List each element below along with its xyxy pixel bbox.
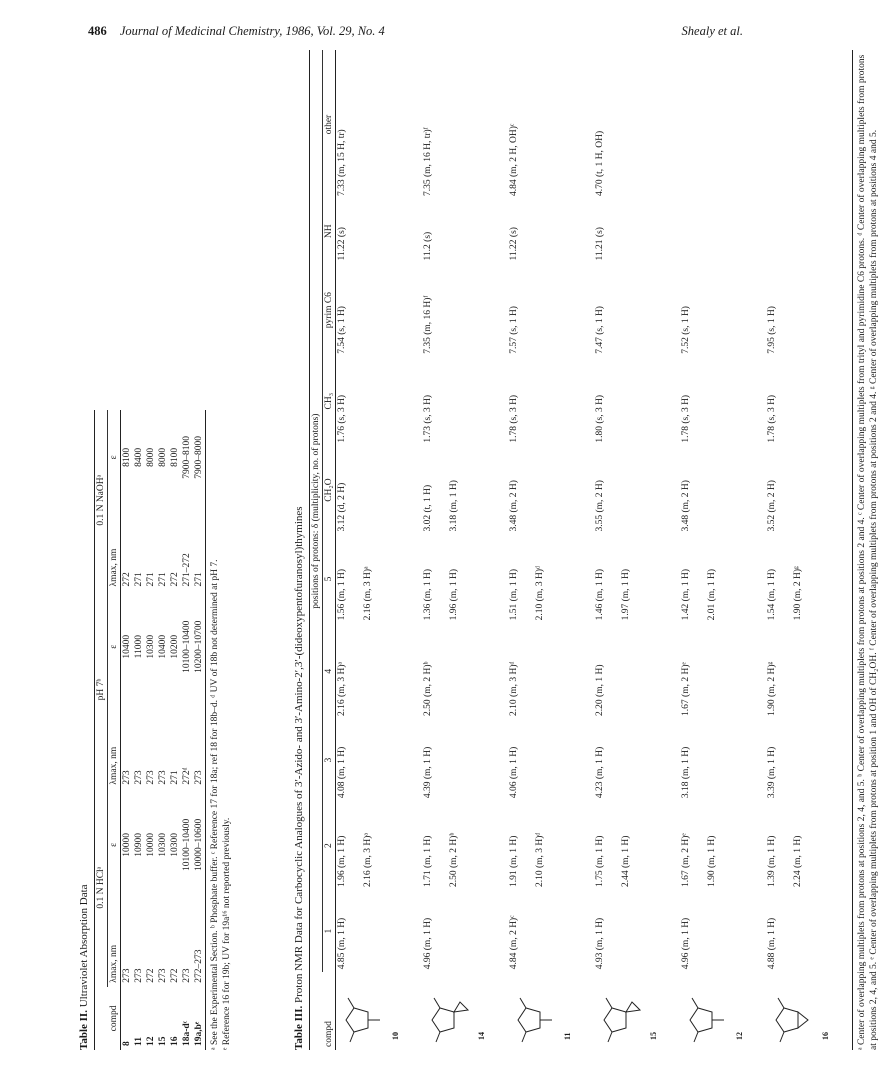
table-iii	[293, 50, 880, 1050]
cell: 273	[122, 968, 132, 983]
table-row	[121, 410, 134, 1050]
table-iii-blank	[310, 972, 323, 1050]
cell: 8400	[134, 447, 144, 467]
cell: 4.96 (m, 1 H)	[681, 917, 691, 970]
trityl-azido-cyclopentane-icon	[338, 990, 390, 1050]
cell	[422, 446, 508, 535]
cell: 4.23 (m, 1 H)	[595, 746, 605, 799]
cell: 4.08 (m, 1 H)	[337, 746, 347, 799]
cell: 11.22 (s)	[509, 227, 519, 261]
table-iii-compd-header: compd	[323, 972, 336, 1050]
cell: 7.47 (s, 1 H)	[595, 306, 605, 354]
cell: 271	[146, 572, 156, 587]
cell: 11.22 (s)	[337, 227, 347, 261]
col-header: NH	[323, 199, 336, 263]
cell	[508, 535, 594, 624]
cell: 3.12 (d, 2 H)	[337, 482, 347, 532]
cell: 4.70 (t, 1 H, OH)	[595, 130, 605, 197]
compound-cell: 16	[170, 1036, 180, 1046]
cell: 11000	[134, 635, 144, 659]
table-iii-footnote: ᵃ Center of overlapping multiplets from protons at positions 2, 4, and 5. ᵇ Center of overlapping multiplets from protons at positions 2 and 4. ᶜ Center of overlapping multiplets from trityl and pyrimidine C6 protons. ᵈ Center of overlapping multiplets from protons at positions 2, 4, and 5. ᵉ Center of overlapping multiplets from protons at position 1 and OH of CH₂OH. ᶠ Center of overlapping multiplets from protons at positions 2 and 4. ᵍ Center of overlapping multiplets from protons at positions 4 and 5.	[857, 54, 879, 1050]
cell: 1.78 (s, 3 H)	[766, 357, 853, 446]
compound-cell: 12	[146, 1036, 156, 1046]
cell: 273	[158, 770, 168, 785]
cell	[680, 50, 766, 199]
cell-line: 2.50 (m, 2 H)ᵇ	[449, 832, 459, 888]
cell: 3.48 (m, 2 H)	[681, 480, 691, 532]
cell: 10000–10600	[193, 789, 206, 902]
cell: 8100	[122, 447, 132, 467]
compound-number: 11	[563, 1032, 572, 1040]
cell: 4.06 (m, 1 H)	[509, 746, 519, 799]
cell	[766, 199, 853, 263]
cell: 271	[158, 572, 168, 587]
cell: 3.18 (m, 1 H)	[681, 746, 691, 799]
cell: 3.52 (m, 2 H)	[766, 446, 853, 535]
cell: 272	[122, 572, 132, 587]
cell: 4.93 (m, 1 H)	[595, 917, 605, 970]
cell-line: 1.71 (m, 1 H)	[423, 835, 433, 888]
hydroxymethyl-aziridine-cyclopentane-icon	[768, 990, 820, 1050]
cell-line: 1.75 (m, 1 H)	[595, 835, 605, 888]
cell: 11.21 (s)	[595, 227, 605, 261]
cell: 273	[158, 968, 168, 983]
trityl-bicyclic-cyclopentane-icon	[424, 990, 476, 1050]
rotated-content	[78, 50, 879, 1050]
cell: 10300	[146, 634, 156, 659]
col-header: 3	[323, 719, 336, 801]
table-row	[145, 410, 157, 1050]
cell	[422, 535, 508, 624]
cell: 3.48 (m, 2 H)	[509, 480, 519, 532]
cell: 1.76 (s, 3 H)	[337, 394, 347, 443]
table-ii-group-row	[95, 410, 108, 1050]
hydroxymethyl-azido-cyclopentane-icon	[510, 990, 562, 1050]
table-row	[680, 50, 766, 1050]
cell	[766, 50, 853, 199]
cell: 272	[170, 572, 180, 587]
cell: 7.95 (s, 1 H)	[766, 263, 853, 356]
journal-citation: Journal of Medicinal Chemistry, 1986, Vol. 29, No. 4	[119, 24, 385, 38]
table-iii-group-header: positions of protons: δ (multiplicity, no. of protons)	[310, 50, 323, 972]
cell: 273	[193, 703, 206, 789]
cell: 4.85 (m, 1 H)	[337, 917, 347, 970]
cell: 10100–10400	[182, 818, 192, 871]
cell: 272ᵈ	[182, 767, 192, 785]
cell-line: 3.18 (m, 1 H)	[449, 480, 459, 532]
cell-line: 2.24 (m, 1 H)	[793, 835, 803, 888]
compound-cell	[422, 972, 508, 1050]
table-iii-label: Table III.	[293, 1005, 305, 1050]
cell: 273	[122, 770, 132, 785]
cell-line: 2.44 (m, 1 H)	[621, 835, 631, 888]
cell: 271	[193, 505, 206, 591]
cell-line: 1.51 (m, 1 H)	[509, 568, 519, 621]
cell: 7900–8100	[182, 436, 192, 479]
col-header: ε	[108, 590, 121, 703]
table-row	[169, 410, 181, 1050]
table-iii-group-row	[310, 50, 323, 1050]
cell: 271	[170, 770, 180, 785]
table-iii-title	[293, 50, 305, 1050]
compound-number: 15	[649, 1032, 658, 1040]
cell: 10100–10400	[182, 620, 192, 673]
cell: 7.35 (m, 16 H, tr)ᶠ	[423, 127, 433, 197]
compound-cell: 8	[122, 1041, 132, 1046]
compound-number: 12	[735, 1032, 744, 1040]
cell-line: 1.91 (m, 1 H)	[509, 835, 519, 888]
cell-line: 2.16 (m, 3 H)ᵃ	[363, 832, 373, 888]
table-row	[508, 50, 594, 1050]
cell-line: 1.36 (m, 1 H)	[423, 568, 433, 621]
cell	[594, 801, 680, 890]
cell	[422, 801, 508, 890]
cell-line: 2.01 (m, 1 H)	[707, 568, 717, 621]
cell: 2.16 (m, 3 H)ᵃ	[337, 661, 347, 716]
cell: 272	[146, 968, 156, 983]
cell: 10300	[158, 833, 168, 857]
col-header: other	[323, 50, 336, 199]
table-row	[157, 410, 169, 1050]
cell	[594, 535, 680, 624]
table-iii-grid	[309, 50, 853, 1050]
cell: 3.55 (m, 2 H)	[595, 480, 605, 532]
table-row	[133, 410, 145, 1050]
col-header: CH₃	[323, 357, 336, 446]
cell-line: 1.67 (m, 2 H)ᵉ	[681, 833, 691, 888]
cell	[508, 801, 594, 890]
col-header: 4	[323, 623, 336, 719]
cell	[766, 801, 853, 890]
cell-line: 1.54 (m, 1 H)	[767, 568, 777, 621]
cell-line: 2.16 (m, 3 H)ᵃ	[363, 566, 373, 621]
table-row	[193, 410, 206, 1050]
compound-cell	[766, 972, 853, 1050]
table-row	[766, 50, 853, 1050]
cell: 7.57 (s, 1 H)	[509, 306, 519, 354]
cell: 273	[134, 770, 144, 785]
cell: 4.88 (m, 1 H)	[766, 890, 853, 972]
table-ii-group-naoh: 0.1 N NaOHᵃ	[95, 410, 108, 590]
table-ii-title	[78, 410, 90, 1050]
hydroxymethyl-amino-cyclopentane-icon	[682, 990, 734, 1050]
compound-cell	[508, 972, 594, 1050]
cell: 10400	[122, 634, 132, 659]
cell-line: 1.42 (m, 1 H)	[681, 568, 691, 621]
cell: 3.39 (m, 1 H)	[766, 719, 853, 801]
compound-number: 14	[477, 1032, 486, 1040]
cell	[336, 535, 423, 624]
cell: 272	[170, 968, 180, 983]
table-ii-grid	[94, 410, 206, 1050]
cell: 1.78 (s, 3 H)	[681, 394, 691, 443]
table-row	[336, 50, 423, 1050]
cell	[680, 801, 766, 890]
cell	[336, 801, 423, 890]
compound-cell	[680, 972, 766, 1050]
cell-line: 1.39 (m, 1 H)	[767, 835, 777, 888]
cell: 7.33 (m, 15 H, tr)	[337, 129, 347, 197]
cell: 4.84 (m, 2 H)ᶜ	[509, 915, 519, 970]
table-ii-group-hcl: 0.1 N HClᵃ	[95, 789, 108, 987]
cell: 273	[182, 968, 192, 983]
cell-line: 1.46 (m, 1 H)	[595, 568, 605, 621]
cell: 1.67 (m, 2 H)ᵉ	[681, 662, 691, 716]
cell: 273	[134, 968, 144, 983]
table-ii-header-row	[108, 410, 121, 1050]
table-iii-header-row	[323, 50, 336, 1050]
cell: 10200–10700	[193, 590, 206, 703]
cell: 7.35 (m, 16 H)ᶠ	[423, 295, 433, 354]
cell: 1.80 (s, 3 H)	[595, 394, 605, 443]
cell-line: 1.90 (m, 2 H)ᵍ	[793, 566, 803, 621]
cell: 10900	[134, 833, 144, 857]
table-ii-footnote: ᵉ Reference 16 for 19b; UV for 19a¹⁶ not reported previously.	[222, 817, 232, 1050]
cell-line: 1.96 (m, 1 H)	[337, 835, 347, 888]
compound-cell	[594, 972, 680, 1050]
cell-line: 2.10 (m, 3 H)ᵈ	[535, 566, 545, 621]
table-iii-caption: Proton NMR Data for Carbocyclic Analogues of 3′-Azido- and 3′-Amino-2′,3′-(dideoxypentofuranosyl)thymines	[293, 506, 305, 1004]
table-ii-body	[121, 410, 206, 1050]
cell: 1.78 (s, 3 H)	[509, 394, 519, 443]
cell: 4.84 (m, 2 H, OH)ᶜ	[509, 123, 519, 197]
cell-line: 2.10 (m, 3 H)ᵈ	[535, 832, 545, 888]
table-ii-footnote: ᵃ See the Experimental Section. ᵇ Phosphate buffer. ᶜ Reference 17 for 18a; ref 18 for 18b–d. ᵈ UV of 18b not determined at pH 7.	[210, 559, 220, 1050]
table-ii-group-ph7: pH 7ᵇ	[95, 590, 108, 788]
cell: 1.90 (m, 2 H)ᵍ	[766, 623, 853, 719]
cell: 4.96 (m, 1 H)	[423, 917, 433, 970]
table-row	[422, 50, 508, 1050]
cell: 8000	[146, 447, 156, 467]
cell	[680, 535, 766, 624]
col-header: pyrim C6	[323, 263, 336, 356]
col-header: 5	[323, 535, 336, 624]
cell: 7900–8000	[193, 410, 206, 505]
col-header: 2	[323, 801, 336, 890]
col-header: CH₂O	[323, 446, 336, 535]
cell: 271–272	[182, 553, 192, 587]
table-ii-compd-header: compd	[95, 987, 121, 1050]
table-row	[181, 410, 193, 1050]
running-authors: Shealy et al.	[681, 24, 743, 38]
cell: 7.52 (s, 1 H)	[681, 306, 691, 354]
table-row	[594, 50, 680, 1050]
cell: 2.10 (m, 3 H)ᵈ	[509, 661, 519, 716]
cell: 8000	[158, 447, 168, 467]
compound-cell: 11	[134, 1037, 144, 1046]
compound-number: 10	[391, 1032, 400, 1040]
cell-line: 1.90 (m, 1 H)	[707, 835, 717, 888]
cell: 7.54 (s, 1 H)	[337, 306, 347, 354]
cell: 2.50 (m, 2 H)ᵇ	[423, 661, 433, 716]
cell: 10400	[158, 634, 168, 659]
table-iii-body	[336, 50, 853, 1050]
cell: 273	[146, 770, 156, 785]
table-ii	[78, 410, 233, 1050]
cell: 4.39 (m, 1 H)	[423, 746, 433, 799]
cell-line: 1.56 (m, 1 H)	[337, 568, 347, 621]
cell: 8100	[170, 447, 180, 467]
cell	[680, 199, 766, 263]
col-header: 1	[323, 890, 336, 972]
col-header: ε	[108, 789, 121, 902]
cell: 272–273	[193, 901, 206, 987]
hydroxymethyl-bicyclic-cyclopentane-icon	[596, 990, 648, 1050]
cell	[766, 535, 853, 624]
col-header: λmax, nm	[108, 703, 121, 789]
cell: 10200	[170, 634, 180, 659]
compound-number: 16	[821, 1032, 830, 1040]
cell-line: 3.02 (t, 1 H)	[423, 484, 433, 532]
cell: 11.2 (s)	[423, 231, 433, 261]
cell: 2.20 (m, 1 H)	[595, 664, 605, 716]
cell: 10300	[170, 833, 180, 857]
cell: 10000	[146, 833, 156, 857]
cell-line: 1.96 (m, 1 H)	[449, 568, 459, 621]
cell: 271	[134, 572, 144, 587]
table-ii-label: Table II.	[78, 1010, 90, 1050]
col-header: ε	[108, 410, 121, 505]
page-number: 486	[88, 24, 107, 38]
running-header	[88, 24, 743, 46]
col-header: λmax, nm	[108, 901, 121, 987]
table-ii-footnotes	[209, 410, 233, 1050]
cell: 1.73 (s, 3 H)	[423, 394, 433, 443]
table-ii-caption: Ultraviolet Absorption Data	[78, 884, 90, 1008]
compound-cell: 18a-dᶜ	[182, 1020, 192, 1046]
compound-cell: 19a,bᵉ	[193, 987, 206, 1050]
cell: 10000	[122, 833, 132, 857]
cell-line: 1.97 (m, 1 H)	[621, 568, 631, 621]
compound-cell: 15	[158, 1036, 168, 1046]
col-header: λmax, nm	[108, 505, 121, 591]
compound-cell	[336, 972, 423, 1050]
